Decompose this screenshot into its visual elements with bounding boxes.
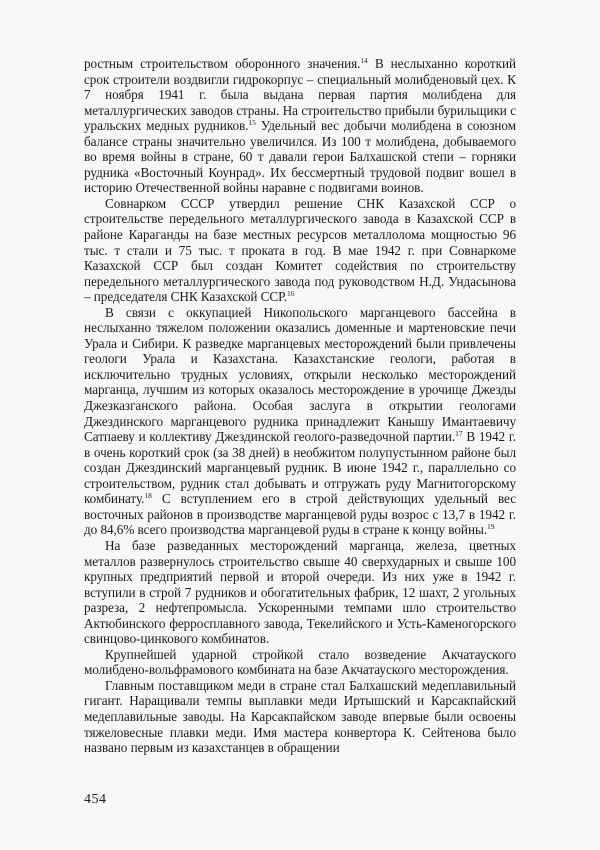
paragraph-text: Удельный вес добычи молибдена в союзном балансе страны значительно увеличился. Из 100 т молибдена, добываемого во время войны в стране, 60 т давали герои Балхашской степи – горняки рудника «Восточный Коунрад». Их бессмертный трудовой подвиг вошел в историю Отечественной войны наравне с подвигами воинов. [84, 118, 516, 196]
paragraph-text: В 1942 г. в очень короткий срок (за 38 дней) в необжитом полупустынном районе был создан Джездинский марганцевый рудник. В июне 1942 г., параллельно со строительством, рудник стал добывать и отгружать руду Магнитогорскому комбинату. [84, 429, 516, 507]
paragraph-text: С вступлением его в строй действующих удельный вес восточных районов в производстве марганцевой руды возрос с 13,7 в 1942 г. до 84,6% всего производства марганцевой руды в стране к концу войны. [84, 491, 516, 538]
paragraph-text: Совнарком СССР утвердил решение СНК Казахской ССР о строительстве передельного металлургического завода в Казахской ССР в районе Караганды на базе местных ресурсов металлолома мощностью 96 тыс. т стали и 75 тыс. т проката в год. В мае 1942 г. при Совнаркоме Казахской ССР был создан Комитет содействия по строительству передельного металлургического завода под руководством Н.Д. Ундасынова – председателя СНК Казахской ССР. [84, 195, 516, 305]
footnote-marker: 17 [455, 429, 463, 439]
paragraph-text: ростным строительством оборонного значения. [84, 56, 361, 71]
page-body-text [84, 56, 516, 756]
paragraph [84, 196, 516, 305]
footnote-marker: 18 [144, 491, 152, 501]
paragraph-text: В связи с оккупацией Никопольского марганцевого бассейна в неслыханно тяжелом положении оказались доменные и мартеновские печи Урала и Сибири. К разведке марганцевых месторождений были привлечены геологи Урала и Казахстана. Казахстанские геологи, работая в исключительно трудных условиях, открыли несколько месторождений марганца, лучшим из которых оказалось месторождение в урочище Джезды Джезказганского района. Особая заслуга в открытии геологами Джездинского марганцевого рудника принадлежит Канышу Имантаевичу Сатпаеву и коллективу Джездинской геолого-разведочной партии. [84, 304, 516, 445]
paragraph-text: Крупнейшей ударной стройкой стало возведение Акчатауского молибдено-вольфрамового комбината на базе Акчатауского месторождения. [84, 646, 516, 678]
paragraph [84, 538, 516, 647]
footnote-marker: 14 [360, 56, 368, 65]
page-number: 454 [84, 792, 107, 807]
footnote-marker: 15 [248, 118, 256, 128]
footnote-marker: 19 [487, 522, 495, 532]
paragraph [84, 305, 516, 538]
paragraph-text: В неслыханно короткий срок строители воздвигли гидрокорпус – специальный молибденовый цех. К 7 ноября 1941 г. была выдана первая партия молибдена для металлургических заводов страны. На строительство прибыли бурильщики с уральских медных рудников. [84, 56, 516, 134]
footnote-marker: 16 [287, 289, 295, 299]
paragraph [84, 56, 516, 196]
paragraph [84, 678, 516, 756]
paragraph-text: На базе разведанных месторождений марганца, железа, цветных металлов развернулось строительство свыше 40 сверхударных и свыше 100 крупных предприятий первой и второй очереди. Из них уже в 1942 г. вступили в строй 7 рудников и обогатительных фабрик, 12 шахт, 2 угольных разреза, 2 нефтепромысла. Ускоренными темпами шло строительство Актюбинского ферросплавного завода, Текелийского и Усть-Каменогорского свинцово-цинкового комбинатов. [84, 537, 516, 647]
paragraph-text: Главным поставщиком меди в стране стал Балхашский медеплавильный гигант. Наращивали темпы выплавки меди Иртышский и Карсакпайский медеплавильные заводы. На Карсакпайском заводе впервые были освоены тяжеловесные плавки меди. Имя мастера конвертора К. Сейтенова было названо первым из казахстанцев в обращении [84, 677, 516, 756]
paragraph [84, 647, 516, 678]
